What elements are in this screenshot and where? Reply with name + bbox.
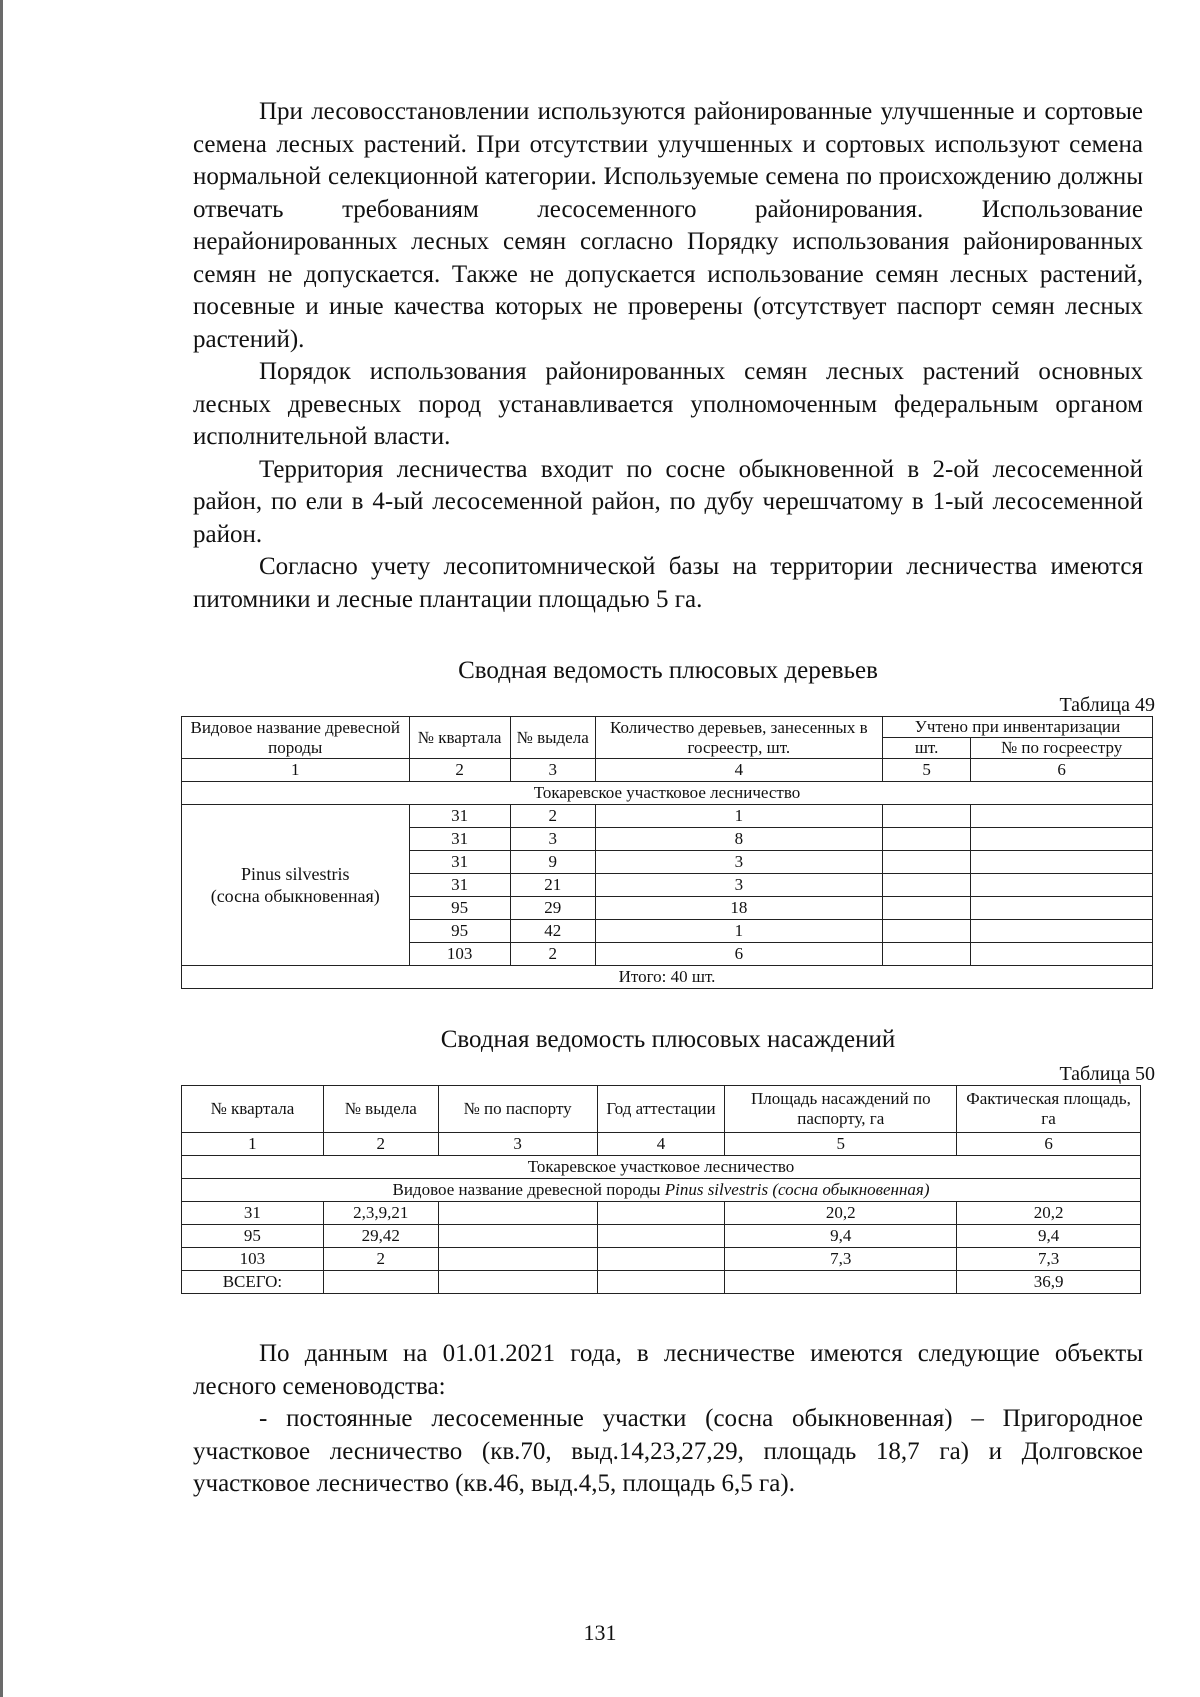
cell-quarter: 31 (409, 874, 510, 897)
empty-cell (597, 1271, 725, 1294)
species-name: Pinus silvestris (сосна обыкновенная) (664, 1180, 930, 1199)
cell-passport (438, 1202, 597, 1225)
cell-plot: 29,42 (323, 1225, 438, 1248)
cell-year (597, 1248, 725, 1271)
cell-quarter: 31 (182, 1202, 324, 1225)
table-plus-trees (181, 716, 1153, 989)
cell-plot: 42 (510, 920, 595, 943)
header-area-actual: Фактическая площадь, га (957, 1086, 1141, 1133)
cell-plot: 21 (510, 874, 595, 897)
paragraph-procedure: Порядок использования районированных семян лесных растений основных лесных древесных пород устанавливается уполномоченным федеральным органом исполнительной власти. (193, 358, 1143, 450)
header-inv-count: шт. (883, 738, 971, 759)
cell-quarter: 31 (409, 805, 510, 828)
species-row (182, 1179, 1141, 1202)
column-numbers-row (182, 1133, 1141, 1156)
cell-passport (438, 1248, 597, 1271)
document-page (190, 96, 1155, 1501)
table49-caption: Сводная ведомость плюсовых деревьев (458, 657, 878, 684)
empty-cell (725, 1271, 957, 1294)
cell-quarter: 103 (409, 943, 510, 966)
species-latin: Pinus silvestris (240, 864, 350, 884)
cell-inv-count (883, 943, 971, 966)
species-prefix: Видовое название древесной породы (392, 1180, 665, 1199)
cell-inv-count (883, 920, 971, 943)
column-number: 1 (182, 759, 410, 782)
column-number: 6 (957, 1133, 1141, 1156)
cell-area-passport: 20,2 (725, 1202, 957, 1225)
paragraph-permanent-plots: - постоянные лесосеменные участки (сосна обыкновенная) – Пригородное участковое лесничество (кв.70, выд.14,23,27,29, площадь 18,7 га) и Долговское участковое лесничество (кв.46, выд.4,5, площадь 6,5 га). (193, 1405, 1143, 1497)
column-number: 1 (182, 1133, 324, 1156)
header-inventory: Учтено при инвентаризации (883, 717, 1153, 738)
cell-quarter: 95 (182, 1225, 324, 1248)
cell-plot: 2 (510, 943, 595, 966)
cell-plot: 2 (510, 805, 595, 828)
table49-number: Таблица 49 (1059, 694, 1155, 716)
header-area-passport: Площадь насаждений по паспорту, га (725, 1086, 957, 1133)
column-number: 4 (597, 1133, 725, 1156)
cell-plot: 9 (510, 851, 595, 874)
cell-inv-count (883, 897, 971, 920)
paragraph-objects: По данным на 01.01.2021 года, в лесничестве имеются следующие объекты лесного семеноводства: (193, 1340, 1143, 1400)
cell-inv-registry (971, 897, 1153, 920)
total-row: Итого: 40 шт. (182, 966, 1153, 989)
cell-area-passport: 9,4 (725, 1225, 957, 1248)
column-number: 3 (510, 759, 595, 782)
empty-cell (323, 1271, 438, 1294)
cell-inv-registry (971, 874, 1153, 897)
cell-plot: 2,3,9,21 (323, 1202, 438, 1225)
header-quarter: № квартала (182, 1086, 324, 1133)
cell-count: 1 (595, 920, 882, 943)
cell-inv-count (883, 851, 971, 874)
cell-quarter: 31 (409, 851, 510, 874)
cell-area-actual: 20,2 (957, 1202, 1141, 1225)
cell-inv-registry (971, 805, 1153, 828)
species-cell (182, 805, 410, 966)
cell-count: 3 (595, 874, 882, 897)
header-quarter: № квартала (409, 717, 510, 759)
paragraph-territory: Территория лесничества входит по сосне обыкновенной в 2-ой лесосеменной район, по ели в 4-ый лесосеменной район, по дубу черешчатому в 1-ый лесосеменной район. (193, 455, 1143, 548)
header-passport: № по паспорту (438, 1086, 597, 1133)
paragraph-seeds: При лесовосстановлении используются районированные улучшенные и сортовые семена лесных растений. При отсутствии улучшенных и сортовых используют семена нормальной селекционной категории. Используемые семена по происхождению должны отвечать требованиям лесосеменного районирования. Использование нерайонированных лесных семян согласно Порядку использования районированных семян не допускается. Также не допускается использование семян лесных растений, посевные и иные качества которых не проверены (отсутствует паспорт семян лесных растений). (193, 98, 1143, 353)
cell-quarter: 31 (409, 828, 510, 851)
total-row (182, 1271, 1141, 1294)
cell-count: 3 (595, 851, 882, 874)
column-number: 4 (595, 759, 882, 782)
cell-plot: 2 (323, 1248, 438, 1271)
cell-area-passport: 7,3 (725, 1248, 957, 1271)
table-plus-stands (181, 1085, 1141, 1294)
cell-inv-registry (971, 851, 1153, 874)
empty-cell (438, 1271, 597, 1294)
scan-edge (0, 0, 3, 1697)
cell-year (597, 1225, 725, 1248)
column-number: 2 (409, 759, 510, 782)
cell-count: 18 (595, 897, 882, 920)
table-row (182, 805, 1153, 828)
cell-inv-count (883, 805, 971, 828)
cell-inv-count (883, 874, 971, 897)
cell-plot: 3 (510, 828, 595, 851)
column-numbers-row (182, 759, 1153, 782)
header-plot: № выдела (510, 717, 595, 759)
column-number: 3 (438, 1133, 597, 1156)
header-count: Количество деревьев, занесенных в госреестр, шт. (595, 717, 882, 759)
cell-area-actual: 9,4 (957, 1225, 1141, 1248)
species-russian: (сосна обыкновенная) (210, 886, 380, 906)
table50-caption: Сводная ведомость плюсовых насаждений (440, 1026, 896, 1053)
header-inv-registry: № по госреестру (971, 738, 1153, 759)
column-number: 5 (725, 1133, 957, 1156)
cell-passport (438, 1225, 597, 1248)
section-row: Токаревское участковое лесничество (182, 782, 1153, 805)
cell-count: 8 (595, 828, 882, 851)
cell-count: 6 (595, 943, 882, 966)
table-row (182, 1202, 1141, 1225)
page-number: 131 (583, 1620, 617, 1645)
header-plot: № выдела (323, 1086, 438, 1133)
cell-area-actual: 7,3 (957, 1248, 1141, 1271)
column-number: 2 (323, 1133, 438, 1156)
column-number: 6 (971, 759, 1153, 782)
column-number: 5 (883, 759, 971, 782)
cell-quarter: 95 (409, 897, 510, 920)
cell-count: 1 (595, 805, 882, 828)
total-value: 36,9 (957, 1271, 1141, 1294)
cell-inv-count (883, 828, 971, 851)
cell-year (597, 1202, 725, 1225)
cell-inv-registry (971, 920, 1153, 943)
table-row (182, 1225, 1141, 1248)
table-row (182, 1248, 1141, 1271)
cell-quarter: 103 (182, 1248, 324, 1271)
cell-plot: 29 (510, 897, 595, 920)
header-species: Видовое название древесной породы (182, 717, 410, 759)
total-label: ВСЕГО: (182, 1271, 324, 1294)
section-row: Токаревское участковое лесничество (182, 1156, 1141, 1179)
cell-inv-registry (971, 943, 1153, 966)
cell-inv-registry (971, 828, 1153, 851)
cell-quarter: 95 (409, 920, 510, 943)
header-year: Год аттестации (597, 1086, 725, 1133)
table50-number: Таблица 50 (1059, 1063, 1155, 1085)
paragraph-nursery: Согласно учету лесопитомнической базы на территории лесничества имеются питомники и лесные плантации площадью 5 га. (193, 553, 1143, 613)
